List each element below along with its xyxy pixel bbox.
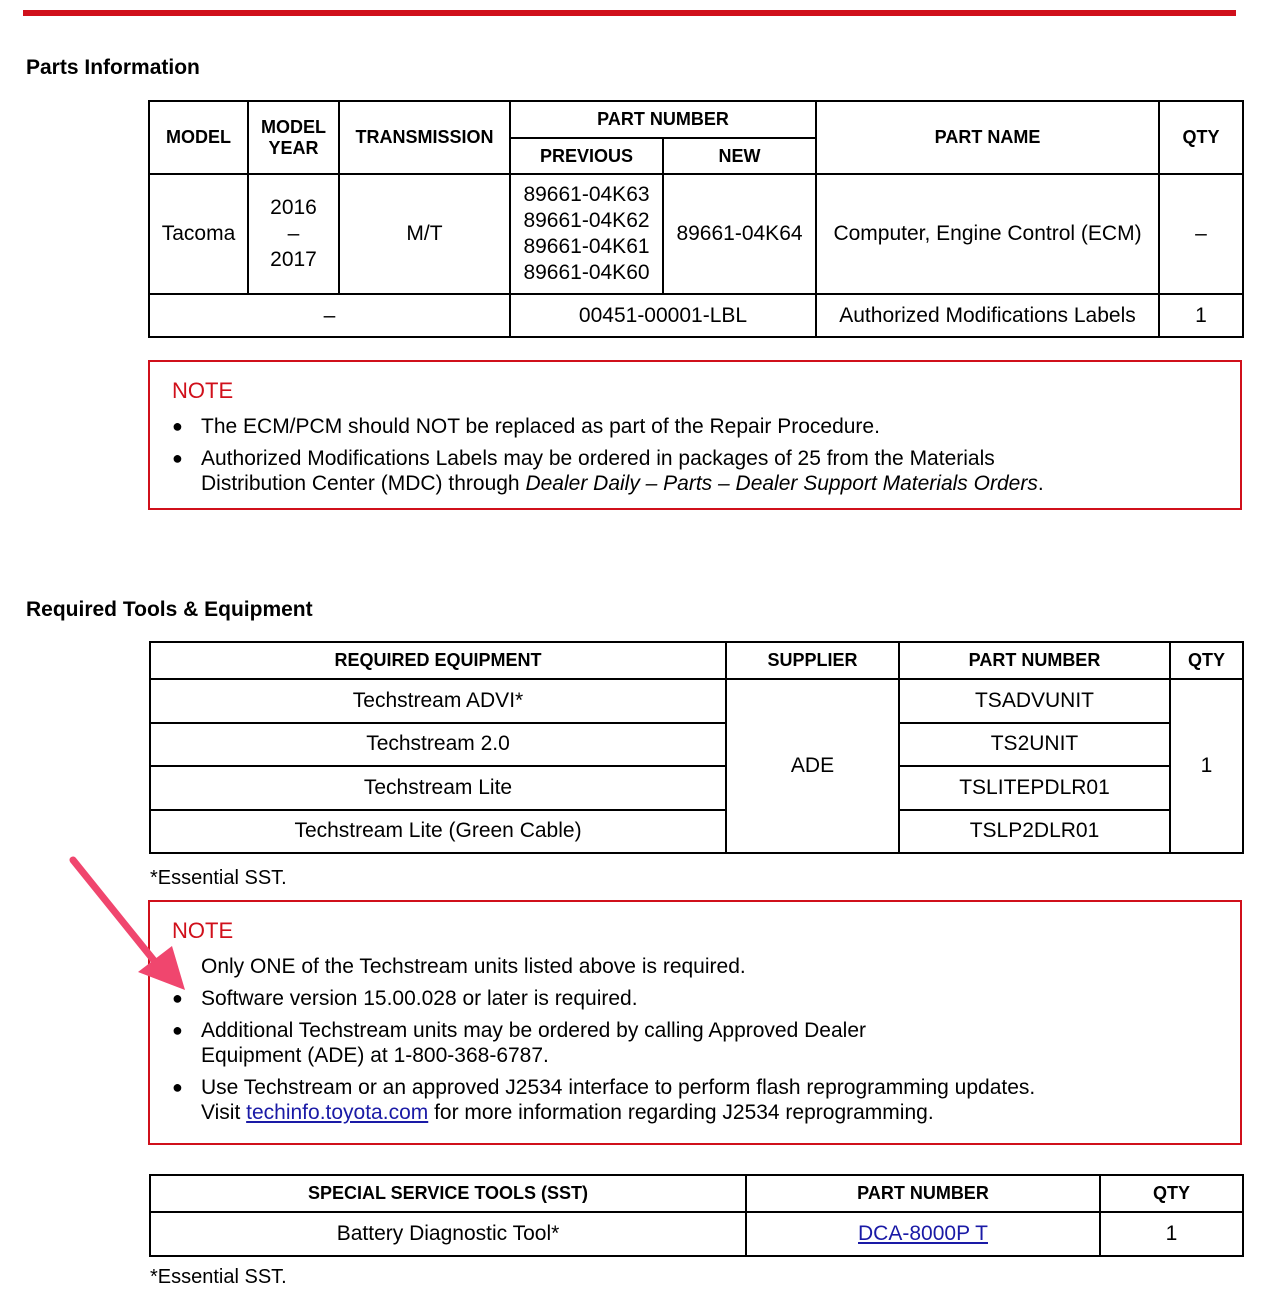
essential-sst-footnote-2: *Essential SST.: [150, 1266, 287, 1288]
previous-part-number: 89661-04K62: [523, 209, 650, 232]
header-part-number: PART NUMBER: [899, 642, 1170, 679]
cell-equipment: Techstream ADVI*: [150, 679, 726, 723]
cell-model: –: [149, 294, 510, 337]
table-row: [150, 810, 1243, 854]
bullet-icon: ●: [172, 1077, 183, 1097]
header-part-number: PART NUMBER: [746, 1175, 1100, 1212]
bullet-icon: ●: [172, 448, 183, 468]
cell-part-number: 00451-00001-LBL: [510, 294, 816, 337]
table-row: [150, 766, 1243, 810]
note-box-tools: [148, 900, 1242, 1145]
parts-information-title: Parts Information: [26, 56, 200, 79]
required-tools-title: Required Tools & Equipment: [26, 598, 313, 621]
table-row: [149, 174, 1243, 294]
top-red-rule: [23, 10, 1236, 16]
list-item: [172, 1075, 1230, 1125]
note-text: .: [1037, 472, 1044, 495]
table-row: [149, 294, 1243, 337]
header-part-number: PART NUMBER: [510, 101, 816, 138]
sst-table: [149, 1174, 1244, 1257]
bullet-icon: ●: [172, 1020, 183, 1040]
cell-qty: 1: [1100, 1212, 1243, 1256]
bullet-icon: ●: [172, 988, 183, 1008]
cell-part-name: Computer, Engine Control (ECM): [816, 174, 1159, 294]
note-text: Visit: [201, 1101, 247, 1124]
note-text-italic: Dealer Daily – Parts – Dealer Support Materials Orders: [525, 472, 1038, 495]
header-qty: QTY: [1170, 642, 1243, 679]
header-special-service-tools: SPECIAL SERVICE TOOLS (SST): [150, 1175, 746, 1212]
tools-table: [149, 641, 1244, 854]
cell-new: 89661-04K64: [663, 174, 816, 294]
previous-part-number: 89661-04K63: [523, 183, 650, 206]
table-row: [150, 1212, 1243, 1256]
note-list: [172, 954, 1230, 1132]
arrow-shaft: [73, 860, 160, 968]
note-text: Software version 15.00.028 or later is required.: [201, 987, 638, 1010]
header-previous: PREVIOUS: [510, 138, 663, 174]
previous-part-number: 89661-04K60: [523, 261, 650, 284]
cell-model: Tacoma: [149, 174, 248, 294]
essential-sst-footnote: *Essential SST.: [150, 867, 287, 889]
header-part-name: PART NAME: [816, 101, 1159, 174]
previous-part-number: 89661-04K61: [523, 235, 650, 258]
note-text: Additional Techstream units may be ordered by calling Approved Dealer: [201, 1019, 866, 1042]
cell-previous: [510, 174, 663, 294]
table-row: [150, 723, 1243, 767]
cell-part-number: [746, 1212, 1100, 1256]
cell-equipment: Techstream Lite (Green Cable): [150, 810, 726, 854]
year-from: 2016: [270, 196, 317, 219]
list-item: [172, 954, 1230, 979]
cell-equipment: Techstream 2.0: [150, 723, 726, 767]
cell-part-number: TSLITEPDLR01: [899, 766, 1170, 810]
note-text: Only ONE of the Techstream units listed above is required.: [201, 955, 746, 978]
header-model-year: MODEL YEAR: [248, 101, 339, 174]
cell-part-number: TS2UNIT: [899, 723, 1170, 767]
note-text: The ECM/PCM should NOT be replaced as part of the Repair Procedure.: [201, 415, 880, 438]
note-list: [172, 414, 1230, 503]
bullet-icon: ●: [172, 416, 183, 436]
list-item: [172, 1018, 1230, 1068]
header-new: NEW: [663, 138, 816, 174]
note-text: Use Techstream or an approved J2534 interface to perform flash reprogramming updates.: [201, 1076, 1036, 1099]
cell-equipment: Techstream Lite: [150, 766, 726, 810]
year-dash: –: [287, 222, 300, 245]
year-to: 2017: [270, 248, 317, 271]
note-title: NOTE: [172, 918, 234, 943]
header-model: MODEL: [149, 101, 248, 174]
header-transmission: TRANSMISSION: [339, 101, 510, 174]
header-supplier: SUPPLIER: [726, 642, 899, 679]
cell-model-year: [248, 174, 339, 294]
cell-tool: Battery Diagnostic Tool*: [150, 1212, 746, 1256]
header-qty: QTY: [1100, 1175, 1243, 1212]
note-title: NOTE: [172, 378, 234, 403]
note-text: Distribution Center (MDC) through: [201, 472, 526, 495]
note-text: Equipment (ADE) at 1-800-368-6787.: [201, 1044, 549, 1067]
note-box-parts: [148, 360, 1242, 510]
cell-qty: –: [1159, 174, 1243, 294]
list-item: [172, 986, 1230, 1011]
pink-arrow-icon: [60, 850, 200, 1000]
cell-transmission: M/T: [339, 174, 510, 294]
list-item: [172, 414, 1230, 439]
header-qty: QTY: [1159, 101, 1243, 174]
techinfo-link[interactable]: techinfo.toyota.com: [246, 1101, 429, 1124]
note-text: Authorized Modifications Labels may be ordered in packages of 25 from the Materials: [201, 447, 995, 470]
cell-qty: 1: [1170, 679, 1243, 853]
cell-part-name: Authorized Modifications Labels: [816, 294, 1159, 337]
cell-qty: 1: [1159, 294, 1243, 337]
list-item: [172, 446, 1230, 496]
part-number-link[interactable]: DCA-8000P T: [858, 1222, 988, 1245]
note-text: for more information regarding J2534 reprogramming.: [428, 1101, 934, 1124]
table-row: [150, 679, 1243, 723]
header-required-equipment: REQUIRED EQUIPMENT: [150, 642, 726, 679]
cell-part-number: TSLP2DLR01: [899, 810, 1170, 854]
cell-part-number: TSADVUNIT: [899, 679, 1170, 723]
parts-table: [148, 100, 1244, 338]
cell-supplier: ADE: [726, 679, 899, 853]
